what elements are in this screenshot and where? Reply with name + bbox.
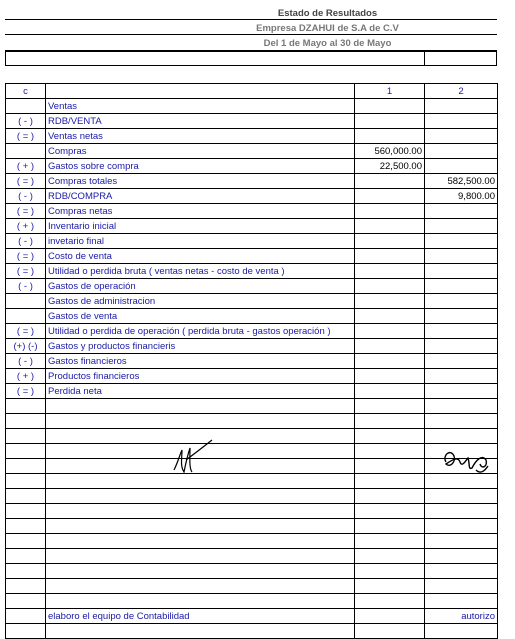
- row-label: Perdida neta: [46, 384, 355, 399]
- signature-cell: [46, 579, 355, 594]
- blank-cell: [425, 504, 498, 519]
- signature-area-row: [6, 534, 498, 549]
- row-operator: [6, 144, 46, 159]
- header-rule-2: [5, 34, 497, 35]
- blank-cell: [6, 429, 46, 444]
- col-1-header: 1: [355, 84, 425, 99]
- col-2-header: 2: [425, 84, 498, 99]
- blank-row: [6, 489, 498, 504]
- header-box-divider: [424, 51, 425, 66]
- row-operator: ( = ): [6, 324, 46, 339]
- row-operator: ( - ): [6, 114, 46, 129]
- row-operator: (+) (-): [6, 339, 46, 354]
- row-operator: ( + ): [6, 159, 46, 174]
- signature-cell: [425, 519, 498, 534]
- row-value-col2: [425, 99, 498, 114]
- blank-cell: [355, 474, 425, 489]
- row-operator: ( = ): [6, 204, 46, 219]
- row-value-col1: [355, 114, 425, 129]
- statement-row: [6, 129, 498, 144]
- statement-row: [6, 159, 498, 174]
- row-value-col1: [355, 309, 425, 324]
- signature-cell: [425, 534, 498, 549]
- row-operator: ( - ): [6, 354, 46, 369]
- statement-row: [6, 354, 498, 369]
- signature-cell: [46, 594, 355, 609]
- row-value-col1: [355, 99, 425, 114]
- signature-cell: [6, 534, 46, 549]
- row-value-col1: [355, 219, 425, 234]
- statement-row: [6, 294, 498, 309]
- footer-blank: [6, 609, 46, 624]
- blank-cell: [355, 624, 425, 639]
- statement-row: [6, 264, 498, 279]
- row-label: Compras netas: [46, 204, 355, 219]
- row-label: Compras: [46, 144, 355, 159]
- signature-cell: [355, 519, 425, 534]
- income-statement-table: [5, 83, 498, 639]
- signature-cell: [6, 579, 46, 594]
- row-operator: ( + ): [6, 369, 46, 384]
- prepared-by-label: elaboro el equipo de Contabilidad: [46, 609, 355, 624]
- blank-cell: [6, 444, 46, 459]
- blank-row: [6, 444, 498, 459]
- blank-cell: [425, 624, 498, 639]
- statement-row: [6, 339, 498, 354]
- row-label: Ventas netas: [46, 129, 355, 144]
- row-value-col2: [425, 339, 498, 354]
- row-operator: [6, 99, 46, 114]
- row-value-col2: [425, 144, 498, 159]
- signature-cell: [425, 579, 498, 594]
- company-name: Empresa DZAHUI de S.A de C.V: [256, 23, 399, 34]
- blank-cell: [46, 399, 355, 414]
- statement-row: [6, 279, 498, 294]
- footer-row: [6, 609, 498, 624]
- blank-cell: [425, 399, 498, 414]
- column-header-row: [6, 84, 498, 99]
- blank-cell: [6, 489, 46, 504]
- row-value-col1: [355, 204, 425, 219]
- row-label: invetario final: [46, 234, 355, 249]
- blank-cell: [6, 459, 46, 474]
- statement-row: [6, 174, 498, 189]
- signature-cell: [6, 519, 46, 534]
- row-label: Gastos sobre compra: [46, 159, 355, 174]
- row-value-col2: [425, 129, 498, 144]
- row-value-col2: [425, 219, 498, 234]
- statement-row: [6, 369, 498, 384]
- blank-row: [6, 504, 498, 519]
- report-period: Del 1 de Mayo al 30 de Mayo: [263, 38, 392, 49]
- row-value-col2: [425, 249, 498, 264]
- signature-area-row: [6, 594, 498, 609]
- row-value-col2: [425, 264, 498, 279]
- row-value-col2: [425, 234, 498, 249]
- row-value-col1: [355, 354, 425, 369]
- signature-cell: [6, 594, 46, 609]
- row-value-col2: [425, 279, 498, 294]
- blank-row: [6, 429, 498, 444]
- blank-cell: [6, 399, 46, 414]
- signature-cell: [6, 564, 46, 579]
- statement-row: [6, 204, 498, 219]
- signature-cell: [355, 549, 425, 564]
- statement-row: [6, 324, 498, 339]
- row-operator: ( = ): [6, 264, 46, 279]
- signature-cell: [425, 564, 498, 579]
- row-label: Compras totales: [46, 174, 355, 189]
- row-value-col1: [355, 294, 425, 309]
- row-value-col1: 560,000.00: [355, 144, 425, 159]
- blank-cell: [46, 414, 355, 429]
- signature-cell: [355, 579, 425, 594]
- row-label: Ventas: [46, 99, 355, 114]
- row-value-col1: [355, 279, 425, 294]
- row-label: Gastos de administracion: [46, 294, 355, 309]
- signature-cell: [46, 519, 355, 534]
- blank-cell: [355, 504, 425, 519]
- statement-row: [6, 234, 498, 249]
- signature-cell: [46, 549, 355, 564]
- blank-cell: [355, 489, 425, 504]
- row-value-col2: [425, 159, 498, 174]
- row-value-col1: [355, 339, 425, 354]
- signature-authorizer: [436, 440, 496, 480]
- blank-cell: [46, 489, 355, 504]
- blank-cell: [46, 624, 355, 639]
- row-value-col2: [425, 324, 498, 339]
- statement-row: [6, 249, 498, 264]
- header-rule-1: [5, 19, 497, 20]
- blank-row: [6, 624, 498, 639]
- blank-cell: [46, 504, 355, 519]
- row-value-col2: [425, 309, 498, 324]
- row-label: Utilidad o perdida de operación ( perdida bruta - gastos operación ): [46, 324, 355, 339]
- blank-row: [6, 459, 498, 474]
- blank-cell: [6, 504, 46, 519]
- signature-cell: [46, 564, 355, 579]
- row-operator: [6, 309, 46, 324]
- row-operator: ( = ): [6, 249, 46, 264]
- statement-row: [6, 99, 498, 114]
- row-value-col1: [355, 129, 425, 144]
- row-value-col1: [355, 249, 425, 264]
- signature-area-row: [6, 549, 498, 564]
- row-label: Gastos financieros: [46, 354, 355, 369]
- row-value-col1: [355, 234, 425, 249]
- blank-row: [6, 414, 498, 429]
- col-op-header: c: [6, 84, 46, 99]
- col-label-header: [46, 84, 355, 99]
- row-operator: ( - ): [6, 234, 46, 249]
- blank-row: [6, 474, 498, 489]
- row-label: RDB/VENTA: [46, 114, 355, 129]
- signature-area-row: [6, 579, 498, 594]
- row-label: Gastos de venta: [46, 309, 355, 324]
- row-operator: ( = ): [6, 384, 46, 399]
- row-label: Productos financieros: [46, 369, 355, 384]
- row-operator: ( = ): [6, 129, 46, 144]
- row-value-col2: 582,500.00: [425, 174, 498, 189]
- row-value-col2: [425, 369, 498, 384]
- blank-cell: [6, 624, 46, 639]
- row-operator: [6, 294, 46, 309]
- row-value-col1: [355, 189, 425, 204]
- signature-cell: [355, 564, 425, 579]
- row-label: Inventario inicial: [46, 219, 355, 234]
- row-value-col1: 22,500.00: [355, 159, 425, 174]
- blank-cell: [425, 414, 498, 429]
- signature-cell: [425, 549, 498, 564]
- blank-cell: [6, 474, 46, 489]
- statement-row: [6, 384, 498, 399]
- signature-preparer: [160, 432, 220, 482]
- row-value-col2: [425, 354, 498, 369]
- signature-cell: [425, 594, 498, 609]
- row-operator: ( - ): [6, 189, 46, 204]
- row-label: RDB/COMPRA: [46, 189, 355, 204]
- row-value-col1: [355, 324, 425, 339]
- statement-row: [6, 219, 498, 234]
- statement-row: [6, 114, 498, 129]
- statement-row: [6, 309, 498, 324]
- blank-cell: [355, 444, 425, 459]
- authorized-label: autorizo: [425, 609, 498, 624]
- row-operator: ( + ): [6, 219, 46, 234]
- row-label: Costo de venta: [46, 249, 355, 264]
- row-value-col1: [355, 384, 425, 399]
- blank-row: [6, 399, 498, 414]
- signature-area-row: [6, 519, 498, 534]
- signature-cell: [355, 534, 425, 549]
- row-label: Gastos de operación: [46, 279, 355, 294]
- row-value-col2: [425, 204, 498, 219]
- signature-cell: [46, 534, 355, 549]
- blank-cell: [355, 459, 425, 474]
- blank-cell: [355, 399, 425, 414]
- row-label: Utilidad o perdida bruta ( ventas netas - costo de venta ): [46, 264, 355, 279]
- statement-row: [6, 144, 498, 159]
- footer-blank: [355, 609, 425, 624]
- blank-cell: [355, 414, 425, 429]
- blank-cell: [425, 489, 498, 504]
- row-value-col2: [425, 384, 498, 399]
- signature-area-row: [6, 564, 498, 579]
- row-operator: ( - ): [6, 279, 46, 294]
- report-title: Estado de Resultados: [277, 8, 378, 19]
- signature-cell: [6, 549, 46, 564]
- row-operator: ( = ): [6, 174, 46, 189]
- row-value-col1: [355, 369, 425, 384]
- row-label: Gastos y productos financieris: [46, 339, 355, 354]
- row-value-col2: 9,800.00: [425, 189, 498, 204]
- blank-cell: [6, 414, 46, 429]
- row-value-col2: [425, 114, 498, 129]
- statement-row: [6, 189, 498, 204]
- row-value-col2: [425, 294, 498, 309]
- blank-cell: [355, 429, 425, 444]
- signature-cell: [355, 594, 425, 609]
- row-value-col1: [355, 174, 425, 189]
- row-value-col1: [355, 264, 425, 279]
